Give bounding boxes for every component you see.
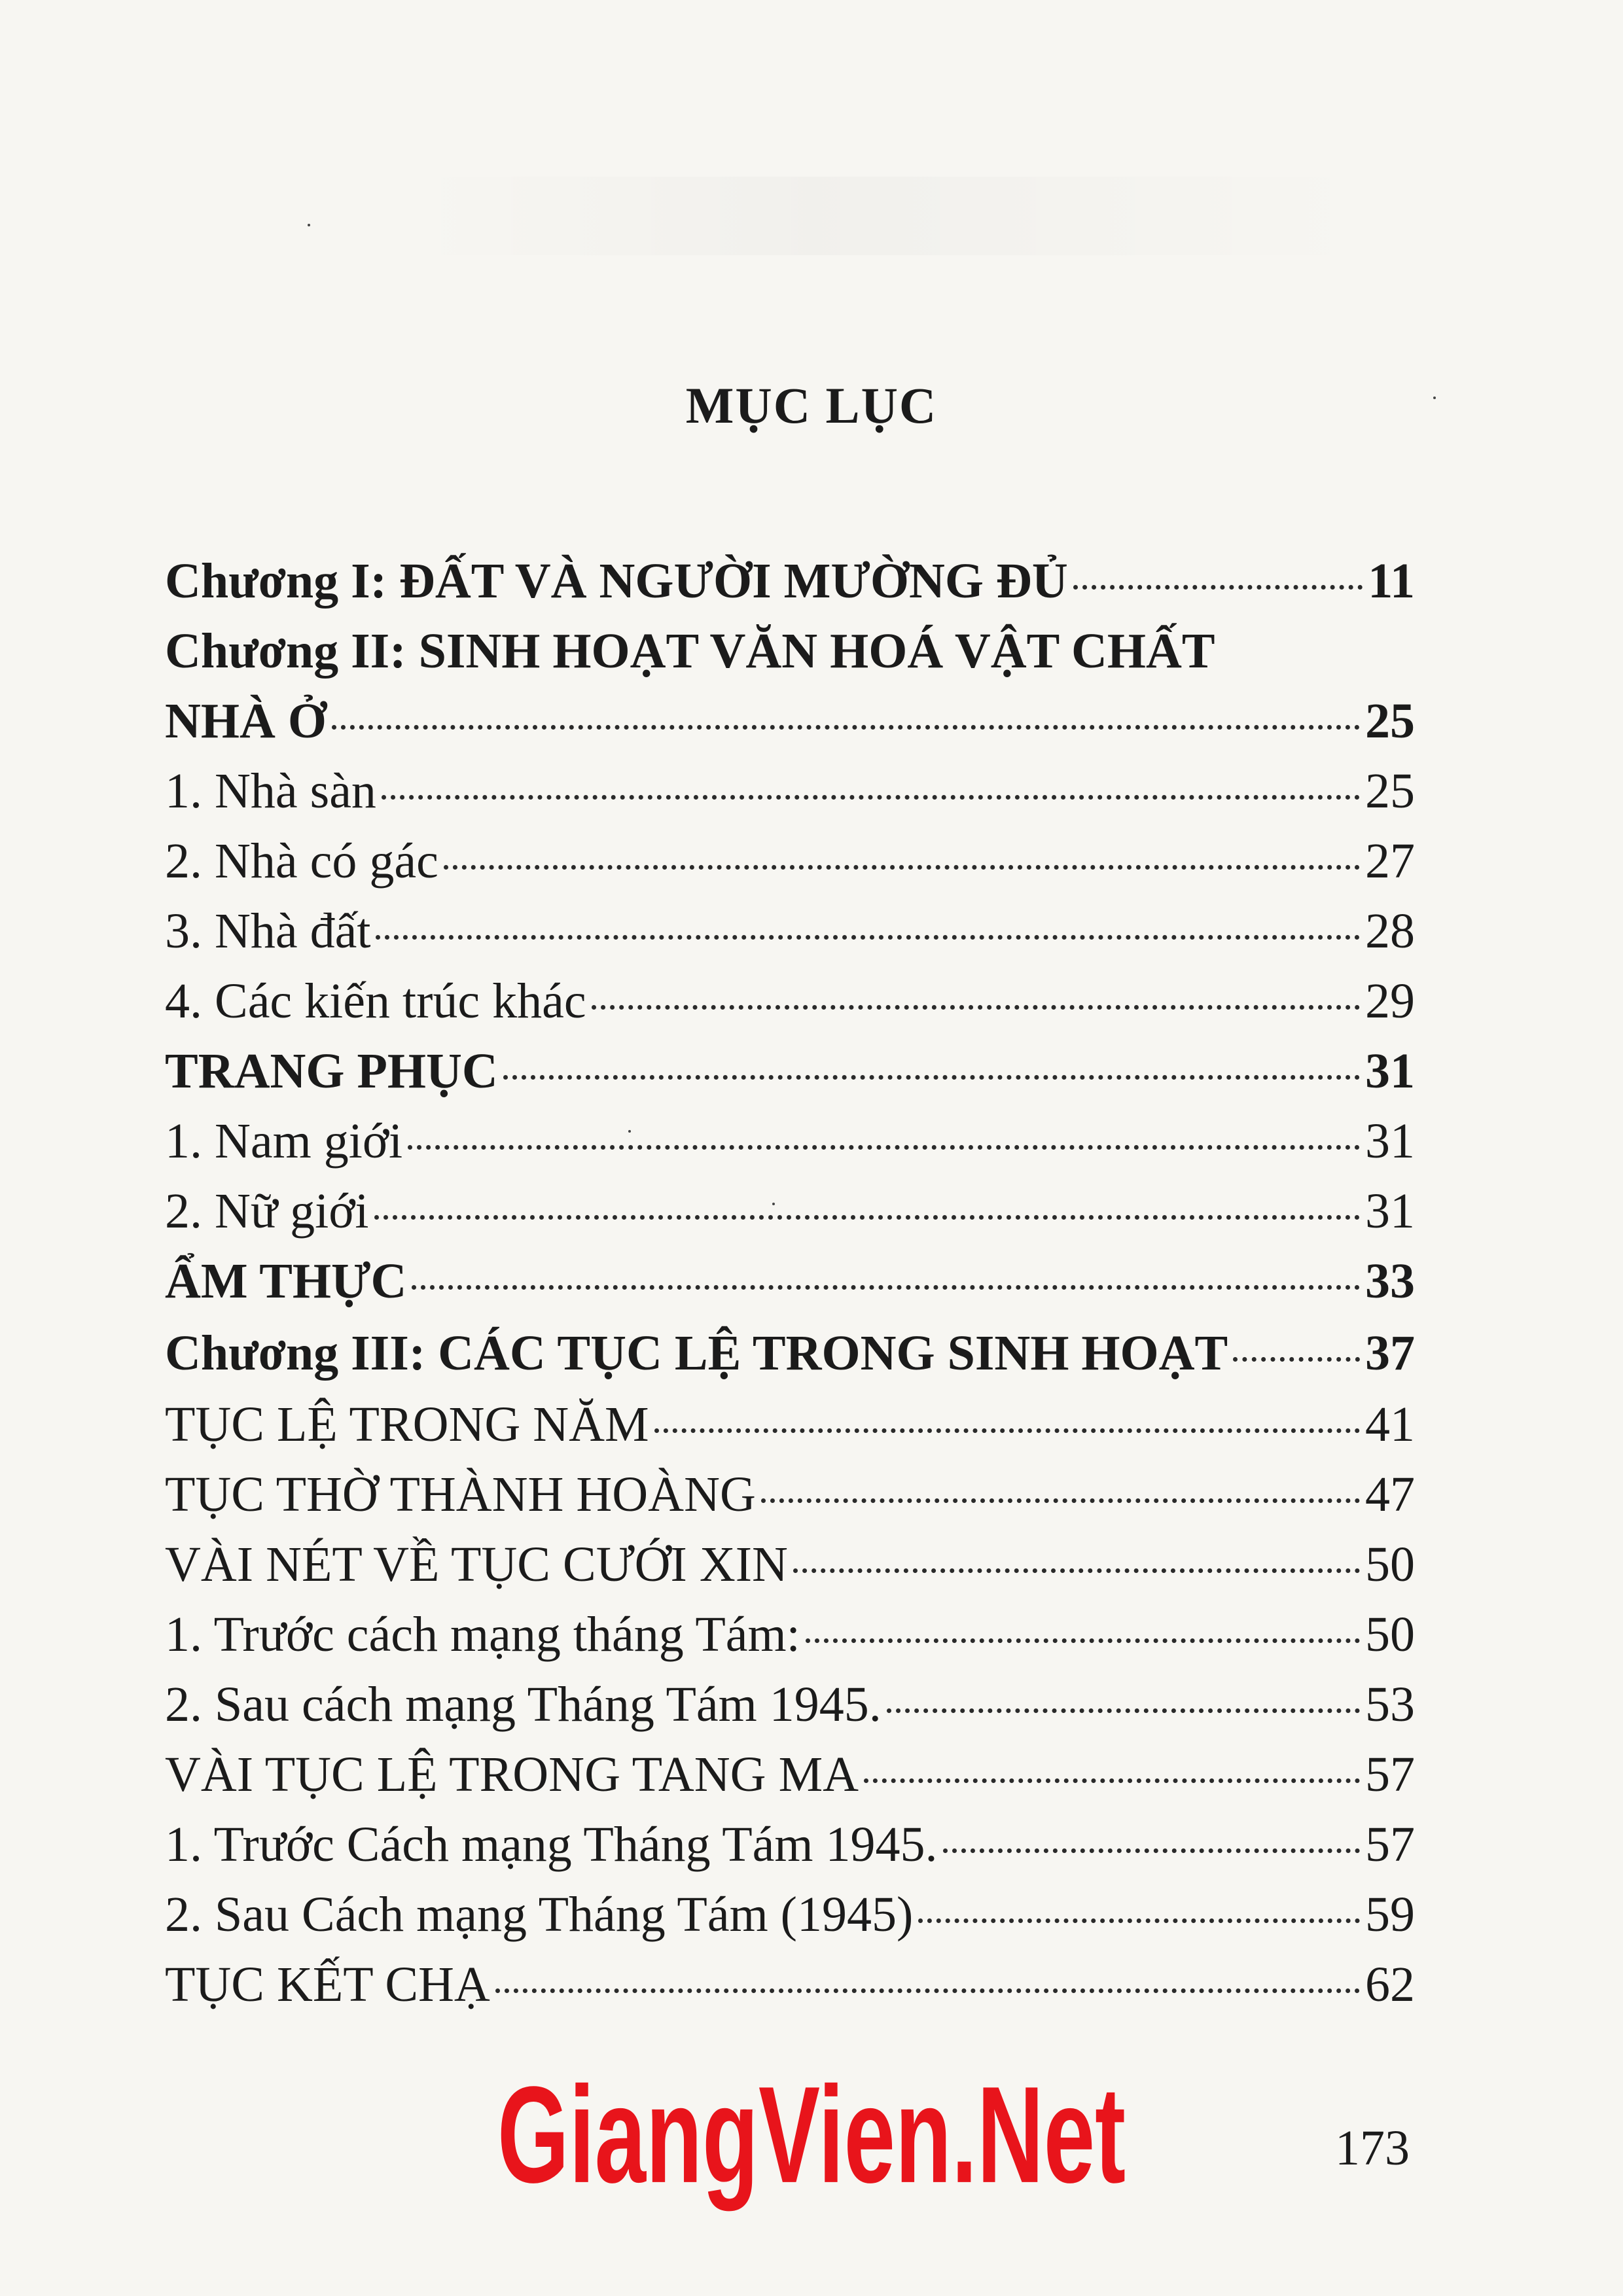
toc-entry[interactable] — [165, 1036, 1415, 1106]
toc-entry-page: 25 — [1365, 764, 1415, 819]
toc-entry-label: 1. Trước Cách mạng Tháng Tám 1945. — [165, 1817, 938, 1872]
page-number: 173 — [1335, 2121, 1410, 2176]
toc-entry[interactable] — [165, 896, 1415, 966]
dot-leader — [1073, 585, 1363, 590]
toc-entry-label: 1. Trước cách mạng tháng Tám: — [165, 1607, 800, 1662]
table-of-contents — [165, 546, 1415, 2020]
toc-entry-page: 59 — [1365, 1887, 1415, 1942]
paper-speck — [1433, 397, 1436, 399]
toc-entry-page: 33 — [1365, 1254, 1415, 1309]
dot-leader — [806, 1638, 1360, 1643]
toc-entry-label: TỤC KẾT CHẠ — [165, 1957, 490, 2012]
toc-entry-heading[interactable]: Chương II: SINH HOẠT VĂN HOÁ VẬT CHẤT — [165, 624, 1215, 679]
dot-leader — [374, 1215, 1361, 1220]
toc-entry-page: 25 — [1365, 694, 1415, 749]
toc-entry-label: TRANG PHỤC — [165, 1044, 498, 1099]
toc-entry-label: Chương III: CÁC TỤC LỆ TRONG SINH HOẠT — [165, 1326, 1228, 1381]
toc-entry[interactable] — [165, 826, 1415, 896]
toc-entry[interactable] — [165, 1390, 1415, 1460]
toc-entry-page: 47 — [1365, 1467, 1415, 1522]
toc-entry[interactable] — [165, 686, 1415, 756]
toc-entry-page: 28 — [1365, 904, 1415, 959]
paper-speck — [628, 1130, 631, 1133]
toc-entry-page: 50 — [1365, 1537, 1415, 1592]
toc-entry[interactable] — [165, 1740, 1415, 1810]
toc-entry-page: 27 — [1365, 834, 1415, 889]
toc-entry[interactable] — [165, 1106, 1415, 1176]
toc-entry[interactable] — [165, 546, 1415, 616]
toc-entry-page: 37 — [1365, 1326, 1415, 1381]
dot-leader — [654, 1428, 1360, 1433]
toc-entry[interactable] — [165, 1460, 1415, 1530]
dot-leader — [592, 1005, 1360, 1010]
dot-leader — [503, 1075, 1360, 1080]
toc-entry[interactable] — [165, 1530, 1415, 1600]
toc-entry-page: 31 — [1365, 1184, 1415, 1239]
toc-entry-page: 11 — [1368, 554, 1415, 609]
toc-entry-page: 57 — [1365, 1747, 1415, 1802]
dot-leader — [408, 1145, 1360, 1150]
toc-entry-page: 53 — [1365, 1677, 1415, 1732]
dot-leader — [793, 1568, 1360, 1573]
toc-entry-label: 1. Nam giới — [165, 1114, 403, 1169]
dot-leader — [495, 1988, 1360, 1993]
bleed-through-shadow — [0, 177, 1623, 255]
toc-entry[interactable] — [165, 966, 1415, 1036]
toc-entry-page: 50 — [1365, 1607, 1415, 1662]
dot-leader — [444, 865, 1360, 870]
toc-entry-label: 1. Nhà sàn — [165, 764, 376, 819]
watermark — [484, 2074, 1139, 2212]
toc-entry-label: 3. Nhà đất — [165, 904, 371, 959]
dot-leader — [761, 1498, 1360, 1503]
toc-entry-label: TỤC LỆ TRONG NĂM — [165, 1397, 649, 1452]
dot-leader — [887, 1708, 1360, 1713]
toc-entry-page: 41 — [1365, 1397, 1415, 1452]
dot-leader — [864, 1778, 1360, 1783]
toc-entry-page: 31 — [1365, 1114, 1415, 1169]
watermark-text: GiangVien.Net — [497, 2074, 1126, 2212]
toc-entry-label: NHÀ Ở — [165, 694, 327, 749]
toc-entry-label: 2. Nhà có gác — [165, 834, 438, 889]
toc-entry-label: 4. Các kiến trúc khác — [165, 974, 586, 1029]
toc-entry[interactable] — [165, 1316, 1415, 1390]
toc-entry-label: 2. Sau cách mạng Tháng Tám 1945. — [165, 1677, 882, 1732]
toc-entry[interactable] — [165, 1176, 1415, 1246]
toc-entry-page: 31 — [1365, 1044, 1415, 1099]
toc-entry-label: VÀI NÉT VỀ TỤC CƯỚI XIN — [165, 1537, 788, 1592]
toc-entry-label: TỤC THỜ THÀNH HOÀNG — [165, 1467, 756, 1522]
toc-entry-label: Chương I: ĐẤT VÀ NGƯỜI MƯỜNG ĐỦ — [165, 554, 1068, 609]
toc-entry[interactable] — [165, 756, 1415, 826]
toc-entry-page: 29 — [1365, 974, 1415, 1029]
toc-entry[interactable] — [165, 1810, 1415, 1880]
toc-entry[interactable] — [165, 1246, 1415, 1316]
toc-entry-label: VÀI TỤC LỆ TRONG TANG MA — [165, 1747, 859, 1802]
paper-speck — [308, 224, 310, 226]
toc-entry-label: 2. Nữ giới — [165, 1184, 369, 1239]
dot-leader — [943, 1848, 1361, 1853]
dot-leader — [1233, 1357, 1360, 1362]
dot-leader — [382, 795, 1360, 800]
toc-entry-label: 2. Sau Cách mạng Tháng Tám (1945) — [165, 1887, 914, 1942]
toc-entry[interactable] — [165, 1950, 1415, 2020]
paper-speck — [772, 1203, 775, 1205]
toc-entry[interactable] — [165, 1880, 1415, 1950]
dot-leader — [376, 935, 1360, 940]
toc-entry[interactable] — [165, 1600, 1415, 1670]
toc-entry-label: ẨM THỰC — [165, 1254, 407, 1309]
dot-leader — [412, 1285, 1360, 1290]
toc-entry[interactable] — [165, 1670, 1415, 1740]
toc-entry-page: 57 — [1365, 1817, 1415, 1872]
dot-leader — [332, 725, 1360, 730]
dot-leader — [918, 1918, 1360, 1923]
page-title: MỤC LỤC — [685, 377, 938, 434]
toc-entry-page: 62 — [1365, 1957, 1415, 2012]
